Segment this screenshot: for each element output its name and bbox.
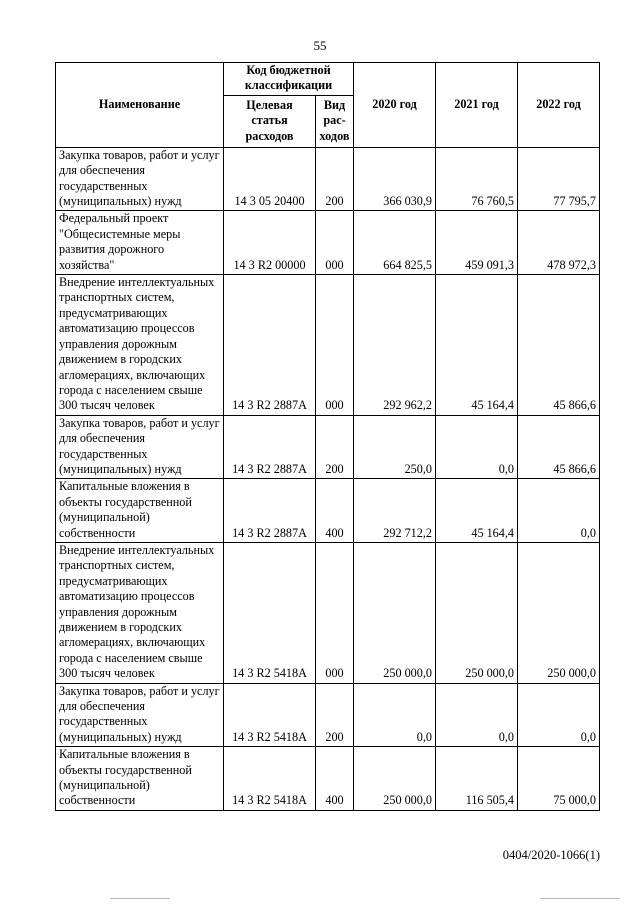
row-target-article: 14 3 R2 2887A bbox=[224, 275, 316, 416]
row-expense-kind: 000 bbox=[316, 542, 354, 683]
row-value-2020: 250 000,0 bbox=[354, 747, 436, 811]
scan-artifact bbox=[110, 898, 170, 899]
row-value-2022: 77 795,7 bbox=[518, 147, 600, 211]
row-name: Федеральный проект "Общесистемные меры развития дорожного хозяйства" bbox=[56, 211, 224, 275]
table-header bbox=[56, 63, 600, 148]
row-value-2020: 0,0 bbox=[354, 683, 436, 747]
row-expense-kind: 400 bbox=[316, 747, 354, 811]
row-target-article: 14 3 R2 5418A bbox=[224, 683, 316, 747]
table-row bbox=[56, 747, 600, 811]
scan-artifact bbox=[540, 898, 620, 899]
row-value-2022: 250 000,0 bbox=[518, 542, 600, 683]
row-expense-kind: 200 bbox=[316, 147, 354, 211]
header-2021: 2021 год bbox=[436, 63, 518, 148]
table-row bbox=[56, 542, 600, 683]
row-name: Капитальные вложения в объекты государственной (муниципальной) собственности bbox=[56, 747, 224, 811]
row-expense-kind: 000 bbox=[316, 211, 354, 275]
row-target-article: 14 3 R2 00000 bbox=[224, 211, 316, 275]
table-row bbox=[56, 211, 600, 275]
row-value-2022: 478 972,3 bbox=[518, 211, 600, 275]
row-name: Внедрение интеллектуальных транспортных систем, предусматривающих автоматизацию процессов управления дорожным движением в городских агломерациях, включающих города с населением свыше 300 тысяч человек bbox=[56, 542, 224, 683]
row-value-2022: 45 866,6 bbox=[518, 275, 600, 416]
row-value-2021: 0,0 bbox=[436, 683, 518, 747]
row-value-2022: 75 000,0 bbox=[518, 747, 600, 811]
header-budget-code-group: Код бюджетной классификации bbox=[224, 63, 354, 96]
row-expense-kind: 200 bbox=[316, 683, 354, 747]
table-row bbox=[56, 415, 600, 479]
row-name: Внедрение интеллектуальных транспортных систем, предусматривающих автоматизацию процессов управления дорожным движением в городских агломерациях, включающих города с населением свыше 300 тысяч человек bbox=[56, 275, 224, 416]
page-number: 55 bbox=[313, 38, 327, 53]
row-value-2020: 292 962,2 bbox=[354, 275, 436, 416]
row-value-2020: 366 030,9 bbox=[354, 147, 436, 211]
row-value-2021: 250 000,0 bbox=[436, 542, 518, 683]
header-2022: 2022 год bbox=[518, 63, 600, 148]
table-row bbox=[56, 275, 600, 416]
row-target-article: 14 3 R2 2887A bbox=[224, 415, 316, 479]
row-value-2021: 45 164,4 bbox=[436, 479, 518, 543]
row-value-2021: 76 760,5 bbox=[436, 147, 518, 211]
row-value-2021: 0,0 bbox=[436, 415, 518, 479]
row-value-2021: 116 505,4 bbox=[436, 747, 518, 811]
header-row-top bbox=[56, 63, 600, 96]
row-name: Закупка товаров, работ и услуг для обеспечения государственных (муниципальных) нужд bbox=[56, 683, 224, 747]
row-expense-kind: 000 bbox=[316, 275, 354, 416]
row-expense-kind: 200 bbox=[316, 415, 354, 479]
row-value-2020: 250 000,0 bbox=[354, 542, 436, 683]
row-value-2020: 250,0 bbox=[354, 415, 436, 479]
document-code: 0404/2020-1066(1) bbox=[502, 848, 600, 862]
table-body bbox=[56, 147, 600, 810]
row-name: Капитальные вложения в объекты государственной (муниципальной) собственности bbox=[56, 479, 224, 543]
header-expense-kind: Вид рас-ходов bbox=[316, 95, 354, 147]
row-target-article: 14 3 R2 2887A bbox=[224, 479, 316, 543]
header-2020: 2020 год bbox=[354, 63, 436, 148]
row-target-article: 14 3 R2 5418A bbox=[224, 747, 316, 811]
row-value-2020: 292 712,2 bbox=[354, 479, 436, 543]
row-target-article: 14 3 05 20400 bbox=[224, 147, 316, 211]
header-name: Наименование bbox=[56, 63, 224, 148]
table-row bbox=[56, 683, 600, 747]
table-row bbox=[56, 147, 600, 211]
header-target-article: Целевая статья расходов bbox=[224, 95, 316, 147]
row-value-2021: 459 091,3 bbox=[436, 211, 518, 275]
row-value-2022: 0,0 bbox=[518, 683, 600, 747]
row-value-2020: 664 825,5 bbox=[354, 211, 436, 275]
row-expense-kind: 400 bbox=[316, 479, 354, 543]
row-value-2022: 45 866,6 bbox=[518, 415, 600, 479]
row-value-2021: 45 164,4 bbox=[436, 275, 518, 416]
row-target-article: 14 3 R2 5418A bbox=[224, 542, 316, 683]
row-name: Закупка товаров, работ и услуг для обеспечения государственных (муниципальных) нужд bbox=[56, 415, 224, 479]
row-value-2022: 0,0 bbox=[518, 479, 600, 543]
table-row bbox=[56, 479, 600, 543]
budget-table bbox=[55, 62, 600, 811]
row-name: Закупка товаров, работ и услуг для обеспечения государственных (муниципальных) нужд bbox=[56, 147, 224, 211]
